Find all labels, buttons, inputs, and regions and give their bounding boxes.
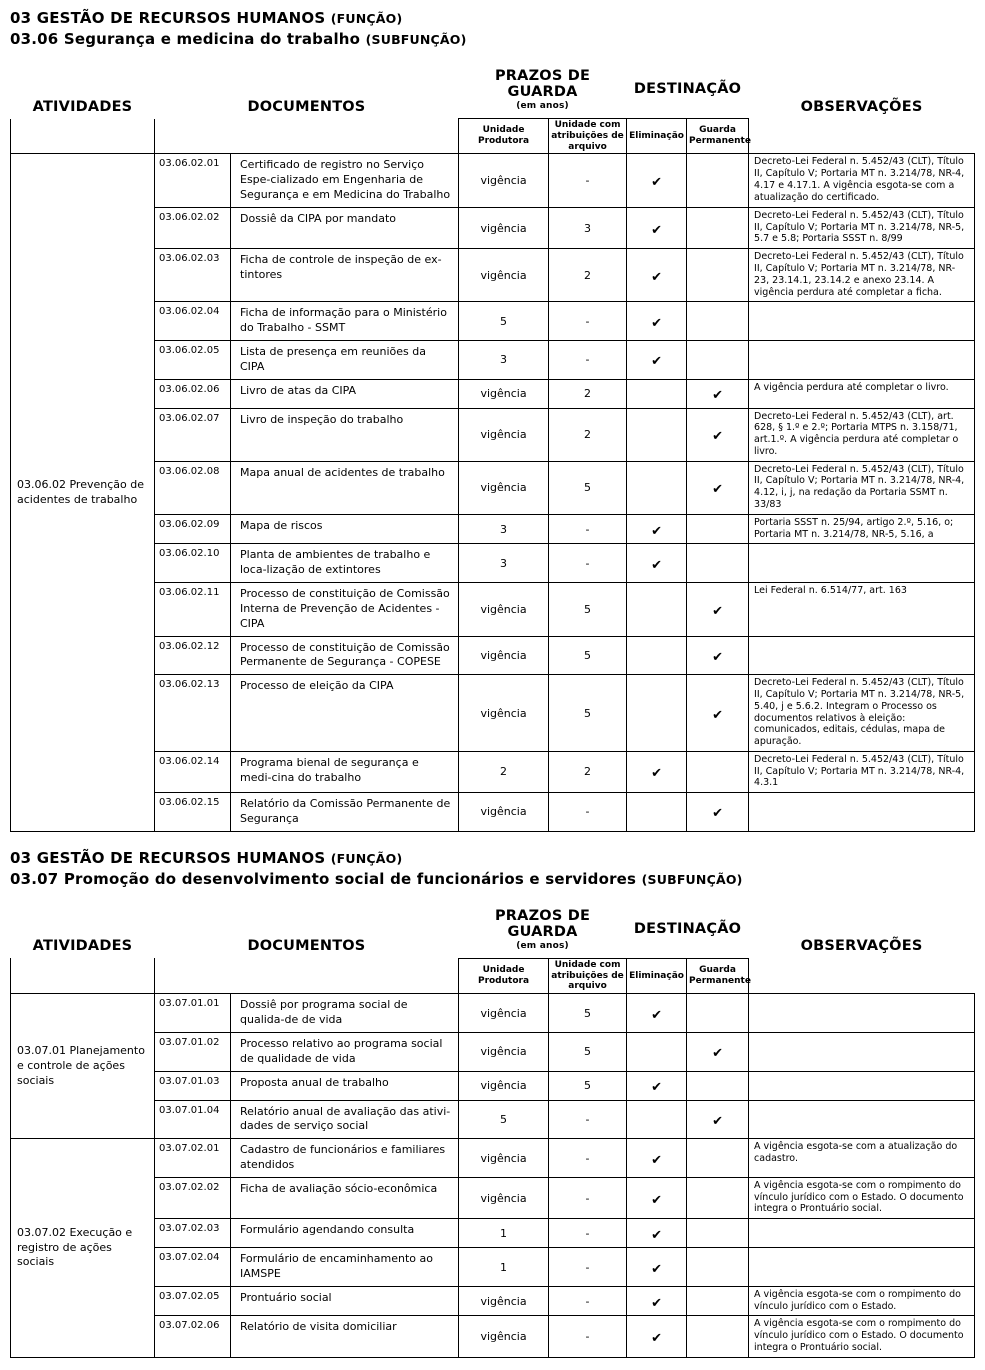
document-code-cell: 03.06.02.01 — [155, 154, 231, 208]
guarda-permanente-cell — [687, 1071, 749, 1100]
eliminacao-cell — [627, 207, 687, 248]
observacoes-cell — [749, 340, 975, 379]
check-icon: ✔ — [651, 557, 662, 573]
table-row — [11, 207, 975, 248]
unidade-produtora-cell: vigência — [459, 1032, 549, 1071]
eliminacao-cell — [627, 1219, 687, 1248]
eliminacao-cell — [627, 154, 687, 208]
check-icon: ✔ — [712, 1113, 723, 1129]
document-title-cell: Certificado de registro no Serviço Espe-cializado em Engenharia de Segurança e em Medicina do Trabalho — [231, 154, 459, 208]
guarda-permanente-cell — [687, 340, 749, 379]
header-row-main — [11, 900, 975, 959]
observacoes-cell: Decreto-Lei Federal n. 5.452/43 (CLT), Título II, Capítulo V; Portaria MT n. 3.214/78, NR-5, 5.40, j e 5.6.2. Integram o Processo os documentos relativos à eleição: comunicados, editais, cédulas, mapa de apuração. — [749, 675, 975, 752]
unidade-arquivo-cell: - — [549, 793, 627, 832]
guarda-permanente-cell — [687, 636, 749, 675]
guarda-permanente-cell — [687, 1286, 749, 1316]
eliminacao-cell — [627, 1071, 687, 1100]
document-code-cell: 03.07.02.04 — [155, 1248, 231, 1287]
table-row — [11, 249, 975, 302]
check-icon: ✔ — [712, 482, 723, 498]
unidade-arquivo-cell: - — [549, 544, 627, 583]
unidade-arquivo-cell: - — [549, 1219, 627, 1248]
col-header-unidade-arquivo: Unidade com atribuições de arquivo — [549, 958, 627, 993]
guarda-permanente-cell — [687, 207, 749, 248]
document-title-cell: Mapa anual de acidentes de trabalho — [231, 461, 459, 514]
header-row-sub — [11, 119, 975, 154]
subfunction-title — [10, 29, 975, 50]
retention-table-03-06 — [10, 60, 975, 832]
document-title-cell: Planta de ambientes de trabalho e loca-lização de extintores — [231, 544, 459, 583]
unidade-arquivo-cell: - — [549, 154, 627, 208]
subheader-documentos-spacer — [155, 958, 459, 993]
observacoes-cell: Portaria SSST n. 25/94, artigo 2.º, 5.16, o; Portaria MT n. 3.214/78, NR-5, 5.16, a — [749, 514, 975, 544]
observacoes-cell: Decreto-Lei Federal n. 5.452/43 (CLT), Título II, Capítulo V; Portaria MT n. 3.214/78, NR-5, 5.7 e 5.8; Portaria SSST n. 8/99 — [749, 207, 975, 248]
document-code-cell: 03.06.02.15 — [155, 793, 231, 832]
observacoes-cell: A vigência esgota-se com o rompimento do vínculo jurídico com o Estado. — [749, 1286, 975, 1316]
subheader-documentos-spacer — [155, 119, 459, 154]
guarda-permanente-cell — [687, 583, 749, 637]
table-row — [11, 1316, 975, 1357]
document-title-cell: Ficha de informação para o Ministério do Trabalho - SSMT — [231, 302, 459, 341]
section-divider-gap — [10, 832, 975, 846]
document-code-cell: 03.07.01.01 — [155, 994, 231, 1033]
eliminacao-cell — [627, 1177, 687, 1218]
table-body-03-07 — [11, 994, 975, 1358]
eliminacao-cell — [627, 1286, 687, 1316]
prazos-unit-label: (em anos) — [516, 940, 569, 951]
eliminacao-cell — [627, 751, 687, 792]
col-header-guarda-permanente: Guarda Permanente — [687, 958, 749, 993]
eliminacao-cell — [627, 1316, 687, 1357]
unidade-arquivo-cell: - — [549, 1316, 627, 1357]
table-row — [11, 636, 975, 675]
table-row — [11, 1032, 975, 1071]
unidade-arquivo-cell: 2 — [549, 408, 627, 461]
eliminacao-cell — [627, 1139, 687, 1178]
observacoes-cell — [749, 1100, 975, 1139]
col-header-guarda-permanente: Guarda Permanente — [687, 119, 749, 154]
col-header-prazos — [459, 60, 627, 119]
unidade-produtora-cell: 1 — [459, 1248, 549, 1287]
table-row — [11, 675, 975, 752]
prazos-unit-label: (em anos) — [516, 101, 569, 111]
table-row — [11, 1071, 975, 1100]
observacoes-cell: Decreto-Lei Federal n. 5.452/43 (CLT), Título II, Capítulo V; Portaria MT n. 3.214/78, NR-4, 4.3.1 — [749, 751, 975, 792]
document-title-cell: Relatório anual de avaliação das ativi-dades de serviço social — [231, 1100, 459, 1139]
document-code-cell: 03.06.02.11 — [155, 583, 231, 637]
table-row — [11, 544, 975, 583]
unidade-produtora-cell: vigência — [459, 1071, 549, 1100]
guarda-permanente-cell — [687, 1177, 749, 1218]
document-code-cell: 03.06.02.08 — [155, 461, 231, 514]
unidade-produtora-cell: 1 — [459, 1219, 549, 1248]
table-row — [11, 408, 975, 461]
unidade-arquivo-cell: 2 — [549, 751, 627, 792]
unidade-arquivo-cell: - — [549, 302, 627, 341]
col-header-unidade-produtora: Unidade Produtora — [459, 119, 549, 154]
document-code-cell: 03.06.02.13 — [155, 675, 231, 752]
unidade-produtora-cell: 3 — [459, 340, 549, 379]
document-title-cell: Processo de constituição de Comissão Permanente de Segurança - COPESE — [231, 636, 459, 675]
col-header-eliminacao: Eliminação — [627, 958, 687, 993]
observacoes-cell — [749, 1248, 975, 1287]
guarda-permanente-cell — [687, 302, 749, 341]
document-code-cell: 03.07.02.06 — [155, 1316, 231, 1357]
guarda-permanente-cell — [687, 994, 749, 1033]
function-title — [10, 8, 975, 29]
document-title-cell: Ficha de avaliação sócio-econômica — [231, 1177, 459, 1218]
document-title-cell: Prontuário social — [231, 1286, 459, 1316]
document-code-cell: 03.07.02.02 — [155, 1177, 231, 1218]
eliminacao-cell — [627, 408, 687, 461]
observacoes-cell: A vigência esgota-se com o rompimento do vínculo jurídico com o Estado. O documento integra o Prontuário social. — [749, 1177, 975, 1218]
subheader-observacoes-spacer — [749, 119, 975, 154]
subfunction-tag: (SUBFUNÇÃO) — [365, 32, 467, 47]
unidade-produtora-cell: 2 — [459, 751, 549, 792]
observacoes-cell: A vigência esgota-se com a atualização do cadastro. — [749, 1139, 975, 1178]
check-icon: ✔ — [651, 1192, 662, 1208]
check-icon: ✔ — [712, 388, 723, 404]
guarda-permanente-cell — [687, 751, 749, 792]
table-row — [11, 1219, 975, 1248]
document-code-cell: 03.06.02.12 — [155, 636, 231, 675]
table-row — [11, 1100, 975, 1139]
guarda-permanente-cell — [687, 793, 749, 832]
table-row — [11, 1139, 975, 1178]
unidade-produtora-cell: vigência — [459, 994, 549, 1033]
table-row — [11, 302, 975, 341]
unidade-produtora-cell: 5 — [459, 302, 549, 341]
document-code-cell: 03.07.01.03 — [155, 1071, 231, 1100]
eliminacao-cell — [627, 1248, 687, 1287]
observacoes-cell: Lei Federal n. 6.514/77, art. 163 — [749, 583, 975, 637]
col-header-atividades: ATIVIDADES — [32, 938, 133, 955]
check-icon: ✔ — [651, 1227, 662, 1243]
document-title-cell: Relatório da Comissão Permanente de Segurança — [231, 793, 459, 832]
unidade-arquivo-cell: 5 — [549, 636, 627, 675]
section-1-titles — [10, 8, 975, 50]
header-row-main — [11, 60, 975, 119]
guarda-permanente-cell — [687, 1139, 749, 1178]
unidade-produtora-cell: vigência — [459, 207, 549, 248]
observacoes-cell: Decreto-Lei Federal n. 5.452/43 (CLT), Título II, Capítulo V; Portaria MT n. 3.214/78, NR-4, 4.17 e 4.17.1. A vigência esgota-se com a atualização do certificado. — [749, 154, 975, 208]
function-title — [10, 848, 975, 869]
col-header-documentos: DOCUMENTOS — [247, 98, 366, 115]
destinacao-label: DESTINAÇÃO — [633, 81, 742, 97]
guarda-permanente-cell — [687, 1248, 749, 1287]
guarda-permanente-cell — [687, 675, 749, 752]
eliminacao-cell — [627, 340, 687, 379]
document-code-cell: 03.06.02.04 — [155, 302, 231, 341]
eliminacao-cell — [627, 302, 687, 341]
prazos-label: PRAZOS DE GUARDA — [494, 907, 591, 940]
unidade-arquivo-cell: - — [549, 1139, 627, 1178]
check-icon: ✔ — [651, 315, 662, 331]
check-icon: ✔ — [651, 269, 662, 285]
check-icon: ✔ — [712, 429, 723, 445]
unidade-produtora-cell: vigência — [459, 461, 549, 514]
unidade-produtora-cell: vigência — [459, 154, 549, 208]
guarda-permanente-cell — [687, 1100, 749, 1139]
unidade-produtora-cell: 3 — [459, 544, 549, 583]
col-header-prazos — [459, 900, 627, 959]
unidade-arquivo-cell: 2 — [549, 249, 627, 302]
eliminacao-cell — [627, 514, 687, 544]
table-row — [11, 751, 975, 792]
col-header-unidade-arquivo: Unidade com atribuições de arquivo — [549, 119, 627, 154]
document-code-cell: 03.06.02.02 — [155, 207, 231, 248]
document-code-cell: 03.07.01.04 — [155, 1100, 231, 1139]
document-title-cell: Proposta anual de trabalho — [231, 1071, 459, 1100]
document-title-cell: Lista de presença em reuniões da CIPA — [231, 340, 459, 379]
observacoes-cell — [749, 1219, 975, 1248]
document-code-cell: 03.06.02.06 — [155, 379, 231, 408]
function-title-text: 03 GESTÃO DE RECURSOS HUMANOS — [10, 9, 326, 27]
subfunction-tag: (SUBFUNÇÃO) — [641, 871, 743, 887]
document-title-cell: Processo de eleição da CIPA — [231, 675, 459, 752]
guarda-permanente-cell — [687, 1032, 749, 1071]
unidade-arquivo-cell: 2 — [549, 379, 627, 408]
subfunction-title — [10, 869, 975, 890]
document-title-cell: Cadastro de funcionários e familiares atendidos — [231, 1139, 459, 1178]
unidade-produtora-cell: vigência — [459, 408, 549, 461]
document-title-cell: Formulário de encaminhamento ao IAMSPE — [231, 1248, 459, 1287]
document-code-cell: 03.07.01.02 — [155, 1032, 231, 1071]
guarda-permanente-cell — [687, 408, 749, 461]
document-title-cell: Dossiê da CIPA por mandato — [231, 207, 459, 248]
unidade-arquivo-cell: 5 — [549, 583, 627, 637]
unidade-produtora-cell: vigência — [459, 636, 549, 675]
activity-cell: 03.07.02 Execução e registro de ações sociais — [11, 1139, 155, 1358]
unidade-arquivo-cell: - — [549, 340, 627, 379]
table-row — [11, 994, 975, 1033]
prazos-label: PRAZOS DE GUARDA — [494, 68, 591, 100]
document-title-cell: Programa bienal de segurança e medi-cina do trabalho — [231, 751, 459, 792]
col-header-atividades: ATIVIDADES — [32, 98, 133, 115]
check-icon: ✔ — [712, 603, 723, 619]
document-code-cell: 03.06.02.05 — [155, 340, 231, 379]
subfunction-title-text: 03.07 Promoção do desenvolvimento social de funcionários e servidores — [10, 869, 637, 888]
unidade-arquivo-cell: 5 — [549, 994, 627, 1033]
document-code-cell: 03.07.02.01 — [155, 1139, 231, 1178]
check-icon: ✔ — [651, 222, 662, 238]
unidade-produtora-cell: vigência — [459, 1316, 549, 1357]
table-row — [11, 583, 975, 637]
unidade-arquivo-cell: 3 — [549, 207, 627, 248]
unidade-produtora-cell: vigência — [459, 675, 549, 752]
document-code-cell: 03.06.02.03 — [155, 249, 231, 302]
check-icon: ✔ — [651, 1152, 662, 1168]
eliminacao-cell — [627, 379, 687, 408]
observacoes-cell: A vigência perdura até completar o livro. — [749, 379, 975, 408]
document-code-cell: 03.06.02.14 — [155, 751, 231, 792]
section-2-titles — [10, 848, 975, 890]
function-title-text: 03 GESTÃO DE RECURSOS HUMANOS — [10, 848, 326, 867]
check-icon: ✔ — [651, 1080, 662, 1096]
unidade-arquivo-cell: - — [549, 514, 627, 544]
guarda-permanente-cell — [687, 1219, 749, 1248]
eliminacao-cell — [627, 994, 687, 1033]
observacoes-cell — [749, 793, 975, 832]
retention-table-03-07 — [10, 900, 975, 1358]
unidade-arquivo-cell: 5 — [549, 675, 627, 752]
destinacao-label: DESTINAÇÃO — [633, 920, 742, 937]
observacoes-cell: Decreto-Lei Federal n. 5.452/43 (CLT), Título II, Capítulo V; Portaria MT n. 3.214/78, NR-4, 4.12, i, j, na redação da Portaria SSMT n. 33/83 — [749, 461, 975, 514]
eliminacao-cell — [627, 636, 687, 675]
col-header-eliminacao: Eliminação — [627, 119, 687, 154]
check-icon: ✔ — [651, 1007, 662, 1023]
document-code-cell: 03.07.02.03 — [155, 1219, 231, 1248]
check-icon: ✔ — [651, 1331, 662, 1347]
observacoes-cell — [749, 1071, 975, 1100]
guarda-permanente-cell — [687, 379, 749, 408]
observacoes-cell: Decreto-Lei Federal n. 5.452/43 (CLT), art. 628, § 1.º e 2.º; Portaria MTPS n. 3.158/71, art.1.º. A vigência perdura até completar o livro. — [749, 408, 975, 461]
check-icon: ✔ — [712, 649, 723, 665]
eliminacao-cell — [627, 461, 687, 514]
guarda-permanente-cell — [687, 514, 749, 544]
function-tag: (FUNÇÃO) — [330, 11, 403, 26]
check-icon: ✔ — [651, 1295, 662, 1311]
unidade-arquivo-cell: 5 — [549, 1032, 627, 1071]
eliminacao-cell — [627, 249, 687, 302]
document-title-cell: Ficha de controle de inspeção de ex-tintores — [231, 249, 459, 302]
observacoes-cell — [749, 1032, 975, 1071]
observacoes-cell: Decreto-Lei Federal n. 5.452/43 (CLT), Título II, Capítulo V; Portaria MT n. 3.214/78, NR-23, 23.14.1, 23.14.2 e anexo 23.14. A vigência perdura até completar a ficha. — [749, 249, 975, 302]
check-icon: ✔ — [712, 1046, 723, 1062]
col-header-observacoes: OBSERVAÇÕES — [800, 938, 923, 955]
eliminacao-cell — [627, 544, 687, 583]
document-code-cell: 03.06.02.07 — [155, 408, 231, 461]
check-icon: ✔ — [651, 354, 662, 370]
table-row — [11, 514, 975, 544]
guarda-permanente-cell — [687, 544, 749, 583]
guarda-permanente-cell — [687, 1316, 749, 1357]
col-header-documentos: DOCUMENTOS — [247, 938, 366, 955]
col-header-destinacao — [627, 60, 749, 119]
eliminacao-cell — [627, 675, 687, 752]
col-header-unidade-produtora: Unidade Produtora — [459, 958, 549, 993]
observacoes-cell — [749, 636, 975, 675]
unidade-produtora-cell: vigência — [459, 249, 549, 302]
check-icon: ✔ — [651, 1261, 662, 1277]
header-row-sub — [11, 958, 975, 993]
unidade-arquivo-cell: 5 — [549, 1071, 627, 1100]
check-icon: ✔ — [651, 175, 662, 191]
col-header-destinacao — [627, 900, 749, 959]
unidade-produtora-cell: vigência — [459, 1139, 549, 1178]
unidade-arquivo-cell: - — [549, 1248, 627, 1287]
eliminacao-cell — [627, 583, 687, 637]
check-icon: ✔ — [712, 707, 723, 723]
document-title-cell: Livro de atas da CIPA — [231, 379, 459, 408]
subheader-atividades-spacer — [11, 119, 155, 154]
observacoes-cell — [749, 994, 975, 1033]
table-row — [11, 379, 975, 408]
table-row — [11, 461, 975, 514]
document-code-cell: 03.07.02.05 — [155, 1286, 231, 1316]
unidade-produtora-cell: vigência — [459, 379, 549, 408]
unidade-produtora-cell: 5 — [459, 1100, 549, 1139]
eliminacao-cell — [627, 1100, 687, 1139]
table-row — [11, 340, 975, 379]
subfunction-title-text: 03.06 Segurança e medicina do trabalho — [10, 30, 361, 48]
function-tag: (FUNÇÃO) — [330, 850, 403, 866]
unidade-produtora-cell: vigência — [459, 1177, 549, 1218]
guarda-permanente-cell — [687, 154, 749, 208]
unidade-produtora-cell: 3 — [459, 514, 549, 544]
unidade-produtora-cell: vigência — [459, 793, 549, 832]
unidade-produtora-cell: vigência — [459, 583, 549, 637]
unidade-arquivo-cell: - — [549, 1286, 627, 1316]
observacoes-cell: A vigência esgota-se com o rompimento do vínculo jurídico com o Estado. O documento integra o Prontuário social. — [749, 1316, 975, 1357]
col-header-observacoes: OBSERVAÇÕES — [800, 98, 923, 115]
document-title-cell: Dossiê por programa social de qualida-de de vida — [231, 994, 459, 1033]
document-code-cell: 03.06.02.10 — [155, 544, 231, 583]
table-body-03-06 — [11, 154, 975, 831]
eliminacao-cell — [627, 1032, 687, 1071]
table-row — [11, 154, 975, 208]
check-icon: ✔ — [712, 806, 723, 822]
document-title-cell: Livro de inspeção do trabalho — [231, 408, 459, 461]
document-title-cell: Processo de constituição de Comissão Interna de Prevenção de Acidentes - CIPA — [231, 583, 459, 637]
unidade-arquivo-cell: - — [549, 1100, 627, 1139]
check-icon: ✔ — [651, 766, 662, 782]
document-title-cell: Formulário agendando consulta — [231, 1219, 459, 1248]
document-title-cell: Mapa de riscos — [231, 514, 459, 544]
unidade-produtora-cell: vigência — [459, 1286, 549, 1316]
document-title-cell: Processo relativo ao programa social de qualidade de vida — [231, 1032, 459, 1071]
table-row — [11, 1248, 975, 1287]
document-title-cell: Relatório de visita domiciliar — [231, 1316, 459, 1357]
guarda-permanente-cell — [687, 249, 749, 302]
unidade-arquivo-cell: 5 — [549, 461, 627, 514]
table-row — [11, 793, 975, 832]
table-row — [11, 1177, 975, 1218]
check-icon: ✔ — [651, 523, 662, 539]
eliminacao-cell — [627, 793, 687, 832]
activity-cell: 03.06.02 Prevenção de acidentes de trabalho — [11, 154, 155, 831]
observacoes-cell — [749, 544, 975, 583]
subheader-observacoes-spacer — [749, 958, 975, 993]
unidade-arquivo-cell: - — [549, 1177, 627, 1218]
document-code-cell: 03.06.02.09 — [155, 514, 231, 544]
guarda-permanente-cell — [687, 461, 749, 514]
subheader-atividades-spacer — [11, 958, 155, 993]
activity-cell: 03.07.01 Planejamento e controle de ações sociais — [11, 994, 155, 1139]
table-row — [11, 1286, 975, 1316]
observacoes-cell — [749, 302, 975, 341]
